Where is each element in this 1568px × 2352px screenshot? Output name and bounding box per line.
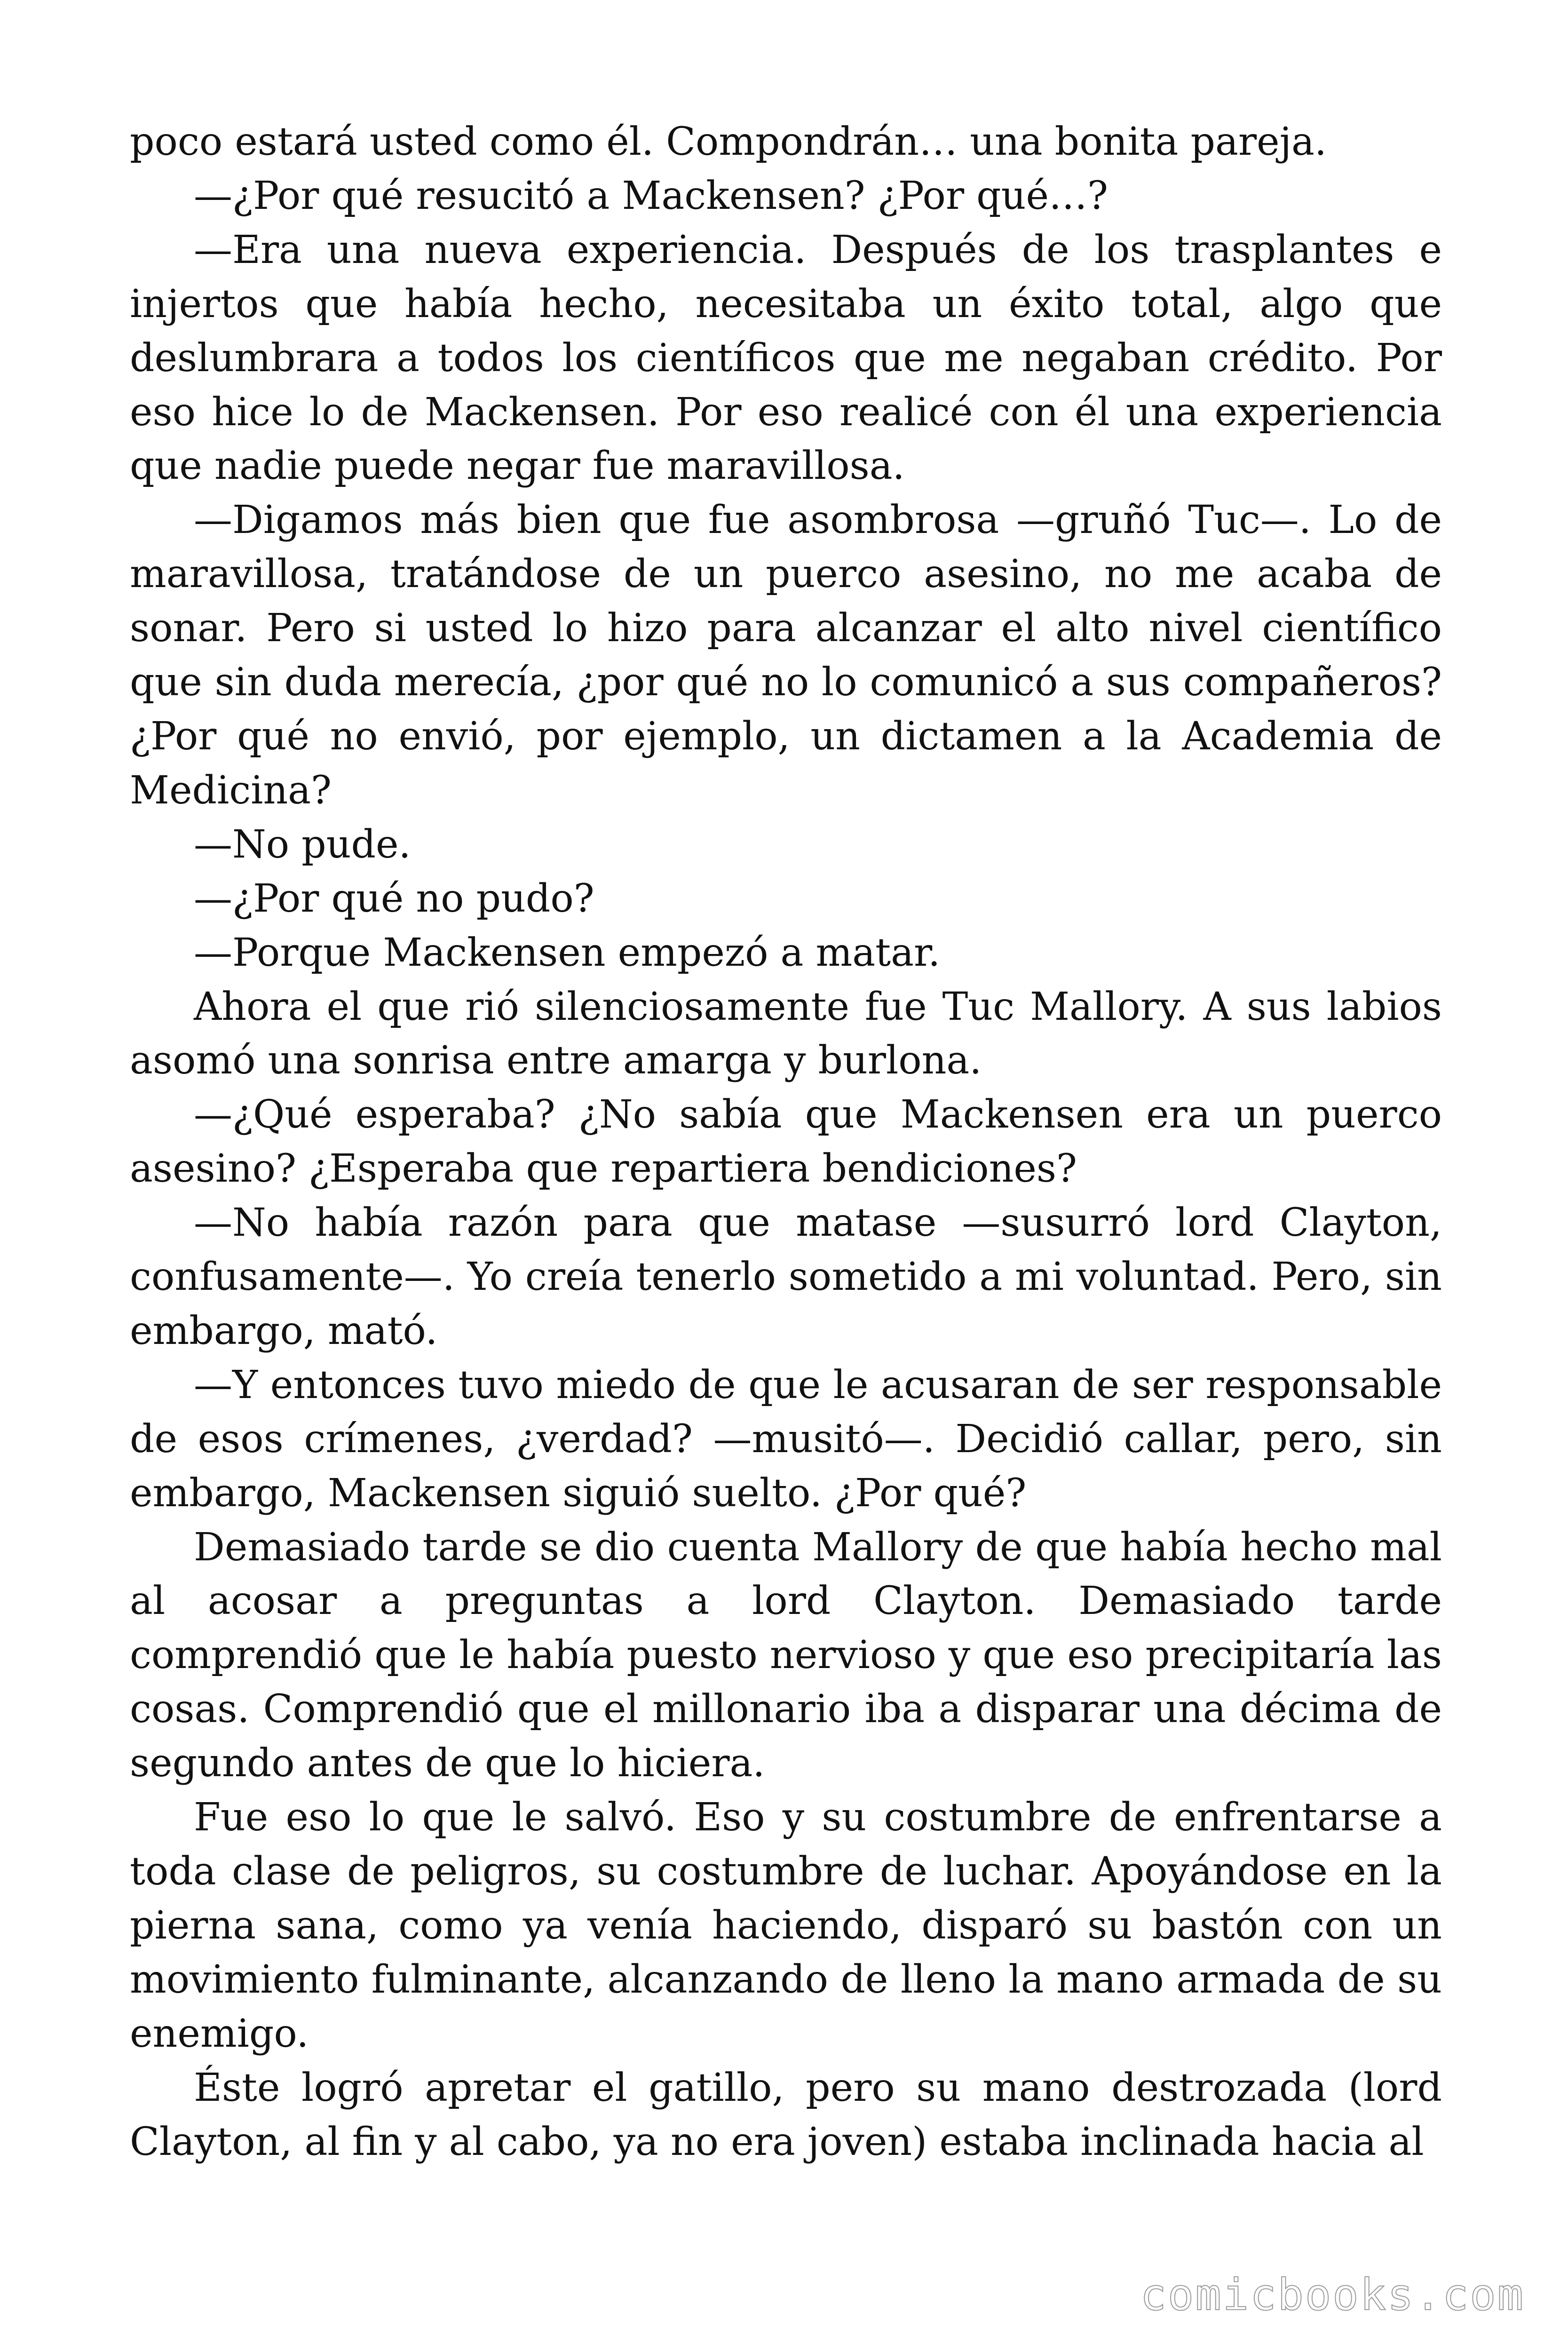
paragraph-4: —Digamos más bien que fue asombrosa —gruñó Tuc—. Lo de maravillosa, tratándose de un puerco asesino, no me acaba de sonar. Pero si usted lo hizo para alcanzar el alto nivel científico que sin duda merecía, ¿por qué no lo comunicó a sus compañeros? ¿Por qué no envió, por ejemplo, un dictamen a la Academia de Medicina? — [130, 498, 1442, 813]
paragraph-7: —Porque Mackensen empezó a matar. — [194, 930, 941, 975]
page-body-text — [130, 115, 1442, 2169]
watermark-text: comicbooks.com — [1140, 2270, 1525, 2320]
paragraph-11: —Y entonces tuvo miedo de que le acusaran de ser responsable de esos crímenes, ¿verdad? —musitó—. Decidió callar, pero, sin embargo, Mackensen siguió suelto. ¿Por qué? — [130, 1362, 1442, 1516]
paragraph-14: Éste logró apretar el gatillo, pero su mano destrozada (lord Clayton, al fin y al cabo, ya no era joven) estaba inclinada hacia al — [130, 2065, 1442, 2164]
paragraph-12: Demasiado tarde se dio cuenta Mallory de que había hecho mal al acosar a preguntas a lord Clayton. Demasiado tarde comprendió que le había puesto nervioso y que eso precipitaría las cosas. Comprendió que el millonario iba a disparar una décima de segundo antes de que lo hiciera. — [130, 1525, 1442, 1786]
paragraph-10: —No había razón para que matase —susurró lord Clayton, confusamente—. Yo creía tenerlo sometido a mi voluntad. Pero, sin embargo, mató. — [130, 1200, 1442, 1353]
paragraph-5: —No pude. — [194, 822, 411, 867]
paragraph-8: Ahora el que rió silenciosamente fue Tuc Mallory. A sus labios asomó una sonrisa entre amarga y burlona. — [130, 984, 1442, 1083]
paragraph-13: Fue eso lo que le salvó. Eso y su costumbre de enfrentarse a toda clase de peligros, su costumbre de luchar. Apoyándose en la pierna sana, como ya venía haciendo, disparó su bastón con un movimiento fulminante, alcanzando de lleno la mano armada de su enemigo. — [130, 1795, 1442, 2056]
paragraph-2: —¿Por qué resucitó a Mackensen? ¿Por qué…? — [194, 173, 1108, 218]
paragraph-3: —Era una nueva experiencia. Después de los trasplantes e injertos que había hecho, necesitaba un éxito total, algo que deslumbrara a todos los científicos que me negaban crédito. Por eso hice lo de Mackensen. Por eso realicé con él una experiencia que nadie puede negar fue maravillosa. — [130, 227, 1442, 489]
paragraph-1: poco estará usted como él. Compondrán… una bonita pareja. — [130, 119, 1327, 164]
paragraph-6: —¿Por qué no pudo? — [194, 876, 594, 921]
paragraph-9: —¿Qué esperaba? ¿No sabía que Mackensen era un puerco asesino? ¿Esperaba que repartiera bendiciones? — [130, 1092, 1442, 1192]
